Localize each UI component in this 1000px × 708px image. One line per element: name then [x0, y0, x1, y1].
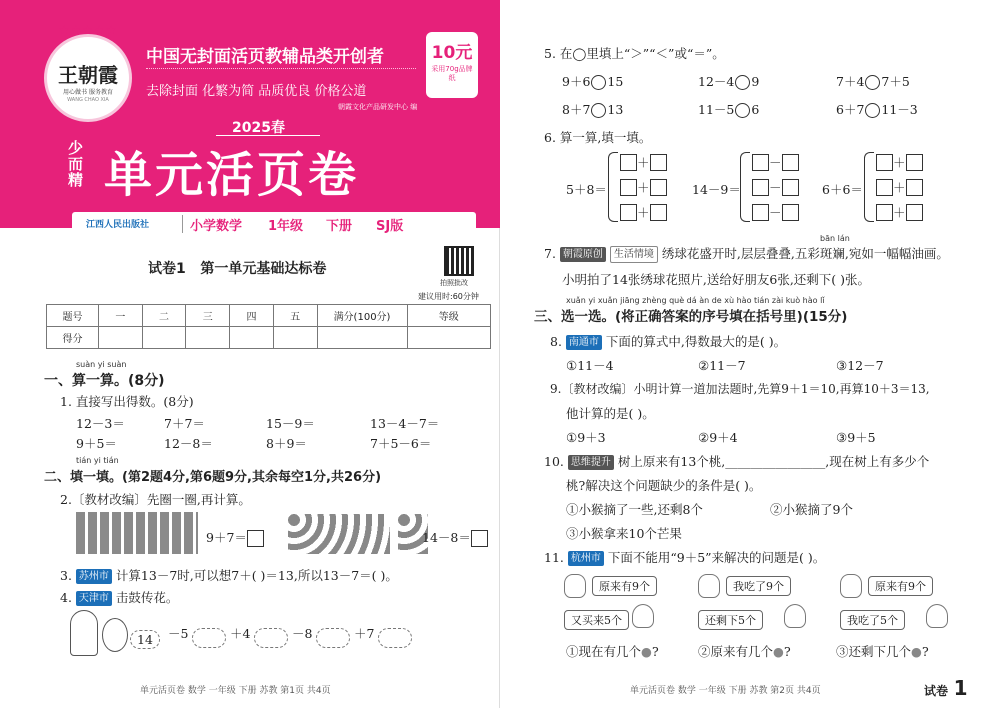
relay-op: －8	[292, 626, 313, 641]
option[interactable]: ②9＋4	[698, 430, 738, 445]
compare-item: 9＋6 15	[562, 74, 624, 89]
flower-blank[interactable]	[254, 628, 288, 648]
edition-divider	[182, 215, 183, 233]
apple-icon: ●	[773, 644, 784, 659]
child-drum-image	[70, 610, 98, 656]
qr-code[interactable]	[444, 246, 474, 276]
dog-icon	[632, 604, 654, 628]
speech-bubble: 我吃了9个	[726, 576, 791, 596]
option[interactable]: ①11－4	[566, 358, 614, 373]
flower-blank[interactable]	[378, 628, 412, 648]
sec2-pinyin: tián yi tián	[76, 456, 119, 465]
score-table	[46, 304, 491, 349]
q6-text: 6. 算一算,填一填。	[544, 130, 652, 145]
score-header: 一	[99, 305, 143, 327]
score-cell[interactable]	[142, 327, 186, 349]
stars-icon: ★★★★★	[58, 23, 118, 37]
grade: 1年级	[268, 219, 304, 234]
price: 10元	[431, 43, 473, 63]
answer-box[interactable]	[782, 179, 799, 196]
compare-circle[interactable]	[865, 75, 880, 90]
edition: SJ版	[376, 219, 404, 234]
answer-box[interactable]	[906, 204, 923, 221]
slogan-sub: 去除封面 化繁为简 品质优良 价格公道	[146, 84, 367, 99]
compare-item: 6＋7 11－3	[836, 102, 918, 117]
brand-logo	[44, 23, 132, 122]
edition-bar	[72, 212, 476, 236]
score-cell[interactable]	[317, 327, 407, 349]
relay-op: －5	[168, 626, 189, 641]
calc-item: 7＋5－6＝	[370, 436, 432, 451]
compare-item: 12－4 9	[698, 74, 760, 89]
footer-right: 单元活页卷 数学 一年级 下册 苏教 第2页 共4页	[630, 686, 821, 696]
relay-op: ＋4	[230, 626, 251, 641]
q6-grid: ＋ ＋ ＋	[620, 150, 667, 225]
calc-item: 9＋5＝	[76, 436, 117, 451]
sec1-pinyin: suàn yi suàn	[76, 360, 127, 369]
region-tag: 天津市	[76, 591, 112, 606]
score-header: 二	[142, 305, 186, 327]
q6-grid: ＋ ＋ ＋	[876, 150, 923, 225]
corner-label: 试卷 1	[924, 676, 968, 700]
calc-item: 8＋9＝	[266, 436, 307, 451]
answer-box[interactable]	[876, 204, 893, 221]
calc-item: 7＋7＝	[164, 416, 205, 431]
score-row-label: 得分	[47, 327, 99, 349]
cat-icon	[564, 574, 586, 598]
region-tag: 苏州市	[76, 569, 112, 584]
score-cell[interactable]	[99, 327, 143, 349]
region-tag: 杭州市	[568, 551, 604, 566]
qr-label: 拍照批改	[440, 279, 468, 287]
season: 2025春	[232, 120, 285, 136]
subject: 小学数学	[190, 219, 243, 234]
price-note: 采用70g品牌纸	[431, 65, 473, 82]
answer-box[interactable]	[620, 154, 637, 171]
tag-context: 生活情境	[610, 246, 658, 263]
right-page	[500, 0, 1000, 708]
compare-item: 7＋4 7＋5	[836, 74, 910, 89]
q7-line1: 7. 朝霞原创 生活情境 绣球花盛开时,层层叠叠,五彩斑斓,宛如一幅幅油画。	[544, 246, 949, 261]
answer-box[interactable]	[650, 179, 667, 196]
option[interactable]: ③还剩下几个●?	[836, 644, 929, 659]
calc-item: 12－3＝	[76, 416, 125, 431]
answer-box[interactable]	[620, 204, 637, 221]
drum-icon	[102, 618, 128, 652]
answer-box[interactable]	[752, 154, 769, 171]
brand-pinyin: WANG CHAO XIA	[67, 97, 109, 103]
q8-text: 8. 南通市 下面的算式中,得数最大的是( )。	[550, 334, 787, 349]
option[interactable]: ③9＋5	[836, 430, 876, 445]
apple-icon: ●	[911, 644, 922, 659]
score-header: 三	[186, 305, 230, 327]
main-title: 单元活页卷	[104, 147, 360, 203]
score-header: 题号	[47, 305, 99, 327]
apples-image	[288, 514, 390, 554]
brace-icon	[740, 152, 750, 222]
sec1-heading: 一、算一算。(8分)	[44, 373, 165, 389]
answer-box[interactable]	[876, 154, 893, 171]
publisher: 江西人民出版社	[86, 220, 150, 230]
footer-left: 单元活页卷 数学 一年级 下册 苏教 第1页 共4页	[140, 686, 331, 696]
flower-blank[interactable]	[316, 628, 350, 648]
option[interactable]: ③小猴拿来10个芒果	[566, 526, 682, 541]
compare-item: 11－5 6	[698, 102, 760, 117]
q3: 3. 苏州市 计算13－7时,可以想7＋( )＝13,所以13－7＝( )。	[60, 568, 398, 583]
editor-credit: 朝霞文化产品研发中心 编	[338, 103, 418, 111]
answer-box[interactable]	[906, 154, 923, 171]
option[interactable]: ①现在有几个●?	[566, 644, 659, 659]
q10-line2: 桃?解决这个问题缺少的条件是( )。	[566, 478, 762, 493]
answer-box[interactable]	[471, 530, 488, 547]
brand-name: 王朝霞	[58, 63, 118, 87]
time-limit: 建议用时:60分钟	[418, 292, 479, 301]
answer-box[interactable]	[247, 530, 264, 547]
option[interactable]: ①9＋3	[566, 430, 606, 445]
apple-icon: ●	[641, 644, 652, 659]
cat-icon	[840, 574, 862, 598]
score-cell[interactable]	[186, 327, 230, 349]
compare-circle[interactable]	[591, 75, 606, 90]
compare-circle[interactable]	[735, 103, 750, 118]
cat-icon	[698, 574, 720, 598]
flower-start: 14	[130, 630, 160, 649]
q5-text: 5. 在◯里填上“＞”“＜”或“＝”。	[544, 46, 725, 61]
calc-item: 13－4－7＝	[370, 416, 440, 431]
tag-original: 朝霞原创	[560, 247, 606, 262]
sec2-heading: 二、填一填。(第2题4分,第6题9分,其余每空1分,共26分)	[44, 470, 382, 485]
q2-eq2: 14－8＝	[422, 528, 488, 547]
answer-box[interactable]	[752, 179, 769, 196]
volume: 下册	[326, 219, 353, 234]
title-prefix: 少而精	[68, 139, 84, 189]
brace-icon	[864, 152, 874, 222]
pineapples-image	[76, 512, 198, 554]
score-cell[interactable]	[273, 327, 317, 349]
score-cell[interactable]	[230, 327, 274, 349]
speech-bubble: 原来有9个	[592, 576, 657, 596]
brand-motto: 用心做书 服务教育	[63, 89, 113, 96]
q9-line1: 9.〔教材改编〕小明计算一道加法题时,先算9＋1＝10,再算10＋3＝13,	[550, 382, 930, 396]
q1-text: 1. 直接写出得数。(8分)	[60, 394, 194, 409]
calc-item: 12－8＝	[164, 436, 213, 451]
slogan-divider	[146, 68, 416, 74]
speech-bubble: 又买来5个	[564, 610, 629, 630]
region-tag: 南通市	[566, 335, 602, 350]
option[interactable]: ②原来有几个●?	[698, 644, 791, 659]
sec3-pinyin: xuǎn yi xuǎn jiāng zhèng què dá àn de xù hào tián zài kuò hào lǐ	[566, 296, 825, 305]
q6-label: 5＋8＝	[566, 182, 607, 197]
score-row	[47, 327, 491, 349]
q2-text: 2.〔教材改编〕先圈一圈,再计算。	[60, 492, 251, 507]
option[interactable]: ①小猴摘了一些,还剩8个	[566, 502, 703, 517]
score-header: 四	[230, 305, 274, 327]
q6-label: 6＋6＝	[822, 182, 863, 197]
price-badge	[426, 32, 478, 98]
answer-box[interactable]	[906, 179, 923, 196]
dog-icon	[926, 604, 948, 628]
exam-title: 试卷1 第一单元基础达标卷	[148, 261, 327, 277]
q9-line2: 他计算的是( )。	[566, 406, 655, 421]
answer-box[interactable]	[876, 179, 893, 196]
q7-line2: 小明拍了14张绣球花照片,送给好朋友6张,还剩下( )张。	[562, 272, 871, 287]
answer-box[interactable]	[620, 179, 637, 196]
compare-circle[interactable]	[735, 75, 750, 90]
dog-icon	[784, 604, 806, 628]
option[interactable]: ②小猴摘了9个	[770, 502, 853, 517]
flower-blank[interactable]	[192, 628, 226, 648]
compare-circle[interactable]	[591, 103, 606, 118]
option[interactable]: ③12－7	[836, 358, 884, 373]
answer-box[interactable]	[650, 204, 667, 221]
speech-bubble: 还剩下5个	[698, 610, 763, 630]
answer-box[interactable]	[782, 204, 799, 221]
q7-pinyin: bān lán	[820, 234, 850, 243]
relay-op: ＋7	[354, 626, 375, 641]
q2-eq1: 9＋7＝	[206, 528, 264, 547]
answer-box[interactable]	[752, 204, 769, 221]
option[interactable]: ②11－7	[698, 358, 746, 373]
score-header: 五	[273, 305, 317, 327]
answer-box[interactable]	[650, 154, 667, 171]
score-cell[interactable]	[407, 327, 490, 349]
answer-box[interactable]	[782, 154, 799, 171]
tag-thinking: 思维提升	[568, 455, 614, 470]
speech-bubble: 我吃了5个	[840, 610, 905, 630]
q4: 4. 天津市 击鼓传花。	[60, 590, 179, 605]
calc-item: 15－9＝	[266, 416, 315, 431]
score-header: 满分(100分)	[317, 305, 407, 327]
sec3-heading: 三、选一选。(将正确答案的序号填在括号里)(15分)	[534, 309, 848, 325]
score-header: 等级	[407, 305, 490, 327]
q10-line1: 10. 思维提升 树上原来有13个桃,________________,现在树上有多少个	[544, 454, 930, 469]
compare-item: 8＋7 13	[562, 102, 624, 117]
score-header-row	[47, 305, 491, 327]
q11-text: 11. 杭州市 下面不能用“9＋5”来解决的问题是( )。	[544, 550, 826, 565]
speech-bubble: 原来有9个	[868, 576, 933, 596]
slogan-main: 中国无封面活页教辅品类开创者	[146, 47, 384, 67]
q6-grid: － － －	[752, 150, 799, 225]
compare-circle[interactable]	[865, 103, 880, 118]
brace-icon	[608, 152, 618, 222]
q6-label: 14－9＝	[692, 182, 741, 197]
